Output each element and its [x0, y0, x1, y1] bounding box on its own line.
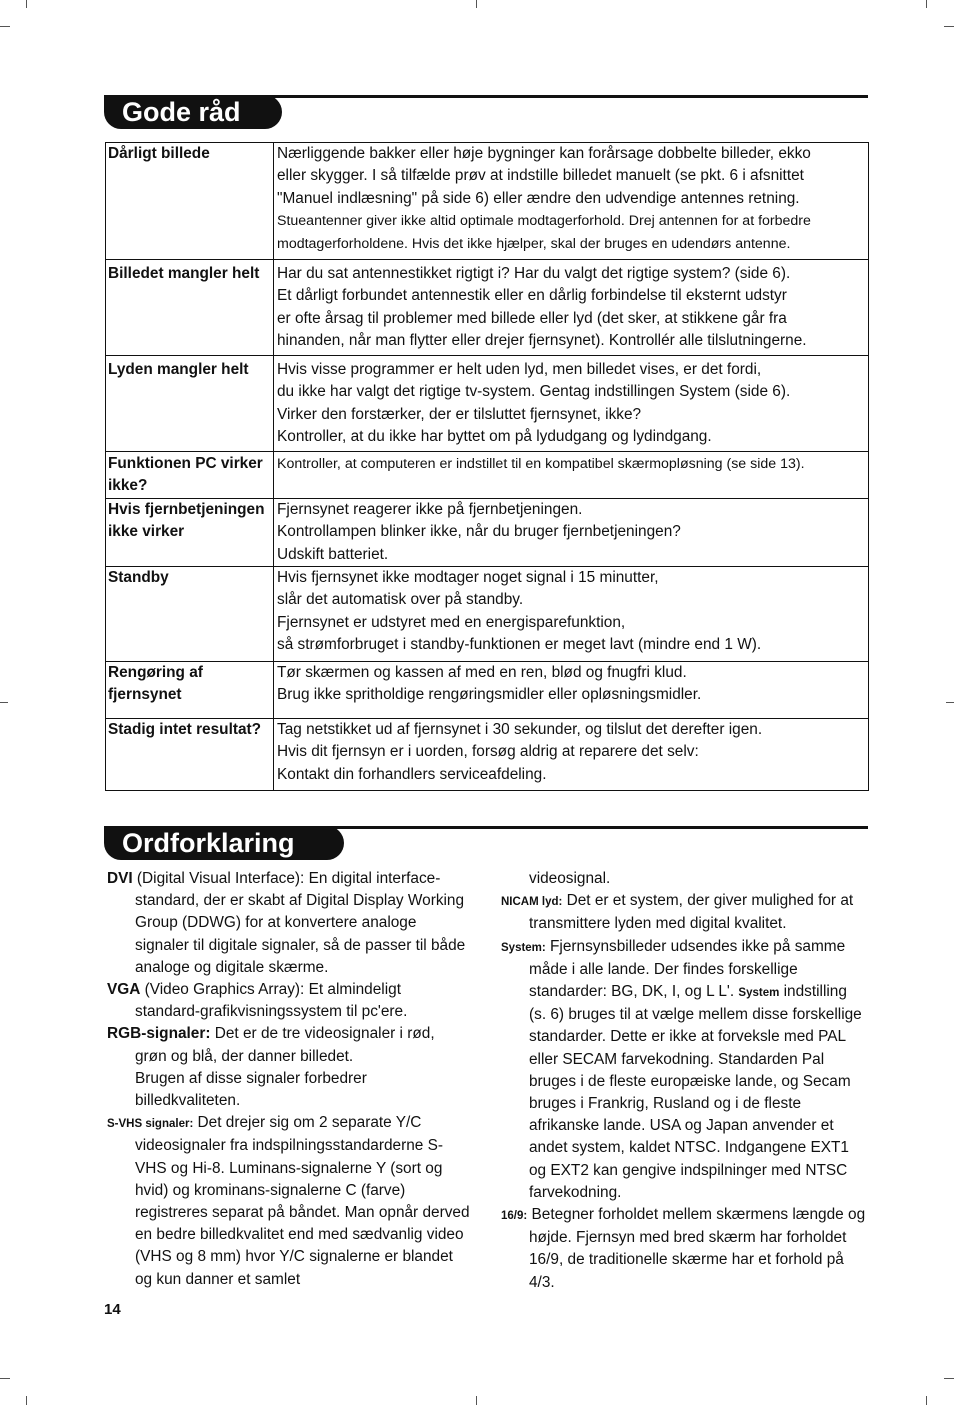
text-line: Kontroller, at du ikke har byttet om på lydudgang og lydindgang.: [277, 428, 712, 446]
row-text: [274, 567, 869, 662]
row-label: Billedet mangler helt: [106, 260, 274, 356]
row-text: [274, 260, 869, 356]
crop-mark: [926, 1396, 927, 1405]
table-row: [106, 356, 869, 452]
glossary-definition: Det er de tre videosignaler i rød, grøn og blå, der danner billedet.: [135, 1025, 435, 1065]
table-row: [106, 567, 869, 662]
text-line: Har du sat antennestikket rigtigt i? Har du valgt det rigtige system? (side 6).: [277, 265, 791, 282]
text-line: Stueantenner giver ikke altid optimale modtagerforhold. Drej antennen for at forbedre: [277, 213, 811, 230]
table-row: [106, 143, 869, 260]
crop-mark: [476, 0, 477, 8]
table-row: [106, 260, 869, 356]
glossary-term: S-VHS signaler:: [107, 1118, 194, 1131]
glossary-definition: Brugen af disse signaler forbedrer billedkvaliteten.: [135, 1069, 367, 1110]
text-line: Kontrollampen blinker ikke, når du bruger fjernbetjeningen?: [277, 523, 681, 541]
text-line: slår det automatisk over på standby.: [277, 591, 524, 609]
text-line: modtagerforholdene. Hvis det ikke hjælper, skal der bruges en udendørs antenne.: [277, 235, 791, 252]
row-label: Lyden mangler helt: [106, 356, 274, 452]
row-label: Hvis fjernbetjeningen ikke virker: [106, 498, 274, 566]
crop-mark: [944, 26, 954, 27]
row-label: Standby: [106, 567, 274, 662]
table-row: [106, 662, 869, 719]
glossary-term: NICAM lyd:: [501, 896, 563, 909]
section-heading-glossary: [104, 826, 868, 866]
glossary-definition: Det drejer sig om 2 separate Y/C videosignaler fra indspilningsstandarderne S-VHS og Hi-8. Luminans-signalerne Y (sort og hvid) og krominans-signalerne C (farve) registreres separat på båndet. Man opnår derved en bedre billedkvalitet end med sædvanlig video (VHS og 8 mm) hvor Y/C signalerne er blandet og kun danner et samlet: [135, 1114, 470, 1288]
row-text: [274, 452, 869, 499]
crop-mark: [0, 702, 8, 703]
row-label: Rengøring af fjernsynet: [106, 662, 274, 719]
glossary-term: VGA: [107, 981, 141, 999]
glossary-definition: indstilling (s. 6) bruges til at vælge mellem disse forskellige standarder. Dette er ikke at forveksle med PAL eller SECAM farvekodning. Standarden Pal bruges i de fleste europæiske lande, og Secam bruges i Frankrig, Rusland og i de fleste afrikanske lande. USA og Japan anvender et andet system, kaldet NTSC. Indgangene EXT1 og EXT2 kan gengive indspilninger med NTSC farvekodning.: [529, 983, 862, 1201]
row-label: Stadig intet resultat?: [106, 719, 274, 791]
row-text: [274, 719, 869, 791]
glossary-left-column: [107, 868, 470, 1291]
text-line: Virker den forstærker, der er tilsluttet fjernsynet, ikke?: [277, 405, 642, 423]
row-label: Funktionen PC virker ikke?: [106, 452, 274, 499]
text-line: Kontakt din forhandlers serviceafdeling.: [277, 765, 547, 783]
glossary-inline-term: System: [738, 987, 780, 1000]
glossary-entry-dvi: [107, 868, 470, 979]
glossary-term: DVI: [107, 870, 133, 887]
row-label: Dårligt billede: [106, 143, 274, 260]
glossary-entry-nicam: [501, 890, 868, 935]
crop-mark: [476, 1396, 477, 1405]
text-line: Brug ikke spritholdige rengøringsmidler eller opløsningsmidler.: [277, 686, 702, 704]
crop-mark: [926, 0, 927, 8]
crop-mark: [26, 0, 27, 8]
glossary-term: RGB-signaler:: [107, 1025, 211, 1043]
glossary-entry-vga: [107, 979, 470, 1023]
text-line: Tør skærmen og kassen af med en ren, blød og fnugfri klud.: [277, 664, 687, 682]
row-text: [274, 143, 869, 260]
glossary-entry-svhs: [107, 1112, 470, 1291]
crop-mark: [26, 1396, 27, 1405]
table-row: [106, 452, 869, 499]
text-line: Tag netstikket ud af fjernsynet i 30 sekunder, og tilslut det derefter igen.: [277, 721, 763, 739]
crop-mark: [946, 702, 954, 703]
text-line: Fjernsynet er udstyret med en energisparefunktion,: [277, 613, 626, 631]
page-number: 14: [104, 1301, 121, 1318]
text-line: du ikke har valgt det rigtige tv-system. Gentag indstillingen System (side 6).: [277, 383, 791, 401]
text-line: Udskift batteriet.: [277, 545, 389, 563]
section-title: Ordforklaring: [104, 826, 344, 860]
text-line: Et dårligt forbundet antennestik eller en dårlig forbindelse til eksternt udstyr: [277, 287, 787, 305]
row-text: [274, 356, 869, 452]
tips-table: [105, 142, 869, 791]
text-line: Hvis visse programmer er helt uden lyd, men billedet vises, er det fordi,: [277, 361, 762, 378]
glossary-entry-16-9: [501, 1204, 868, 1294]
text-line: er ofte årsag til problemer med billede eller lyd (det sker, at stikkene går fra: [277, 309, 787, 327]
text-line: Nærliggende bakker eller høje bygninger kan forårsage dobbelte billeder, ekko: [277, 145, 811, 162]
row-text: [274, 662, 869, 719]
text-line: hinanden, når man flytter eller drejer fjernsynet). Kontrollér alle tilslutningerne.: [277, 332, 807, 350]
section-title: Gode råd: [104, 95, 282, 129]
text-line: "Manuel indlæsning" på side 6) eller ændre den udvendige antennes retning.: [277, 189, 800, 207]
glossary-definition: Det er et system, der giver mulighed for at transmittere lyden med digital kvalitet.: [529, 892, 854, 933]
glossary-term: 16/9:: [501, 1210, 528, 1223]
glossary-entry-system: [501, 936, 868, 1204]
crop-mark: [0, 1378, 10, 1379]
glossary-definition: Fjernsynsbilleder udsendes ikke på samme måde i alle lande. Der findes forskellige standarder: BG, DK, I, og L L'.: [529, 937, 846, 1001]
glossary-definition: (Video Graphics Array): Et almindeligt standard-grafikvisningssystem til pc'ere.: [135, 981, 408, 1021]
glossary-definition: (Digital Visual Interface): En digital interface-standard, der er skabt af Digital Display Working Group (DDWG) for at konvertere analoge signaler til digitale signaler, så de passer til både analoge og digitale skærme.: [132, 870, 466, 976]
glossary-right-column: [501, 868, 868, 1294]
text-line: Hvis dit fjernsyn er i uorden, forsøg aldrig at reparere det selv:: [277, 743, 699, 761]
crop-mark: [0, 26, 10, 27]
glossary-definition: Betegner forholdet mellem skærmens længde og højde. Fjernsyn med bred skærm har forholdet 16/9, de traditionelle skærme har et forhold på 4/3.: [527, 1206, 866, 1291]
table-row: [106, 719, 869, 791]
text-line: Fjernsynet reagerer ikke på fjernbetjeningen.: [277, 500, 583, 518]
glossary-entry-rgb: [107, 1023, 470, 1112]
table-row: [106, 498, 869, 566]
glossary-continuation: [501, 868, 868, 890]
text-line: Hvis fjernsynet ikke modtager noget signal i 15 minutter,: [277, 569, 659, 587]
text-line: Kontroller, at computeren er indstillet til en kompatibel skærmopløsning (se side 13).: [277, 456, 805, 472]
glossary-term: System:: [501, 941, 546, 954]
glossary-definition: videosignal.: [529, 870, 611, 887]
text-line: eller skygger. I så tilfælde prøv at indstille billedet manuelt (se pkt. 6 i afsnittet: [277, 167, 804, 185]
row-text: [274, 498, 869, 566]
section-heading-tips: [104, 95, 868, 135]
text-line: så strømforbruget i standby-funktionen er meget lavt (mindre end 1 W).: [277, 636, 762, 654]
crop-mark: [944, 1378, 954, 1379]
